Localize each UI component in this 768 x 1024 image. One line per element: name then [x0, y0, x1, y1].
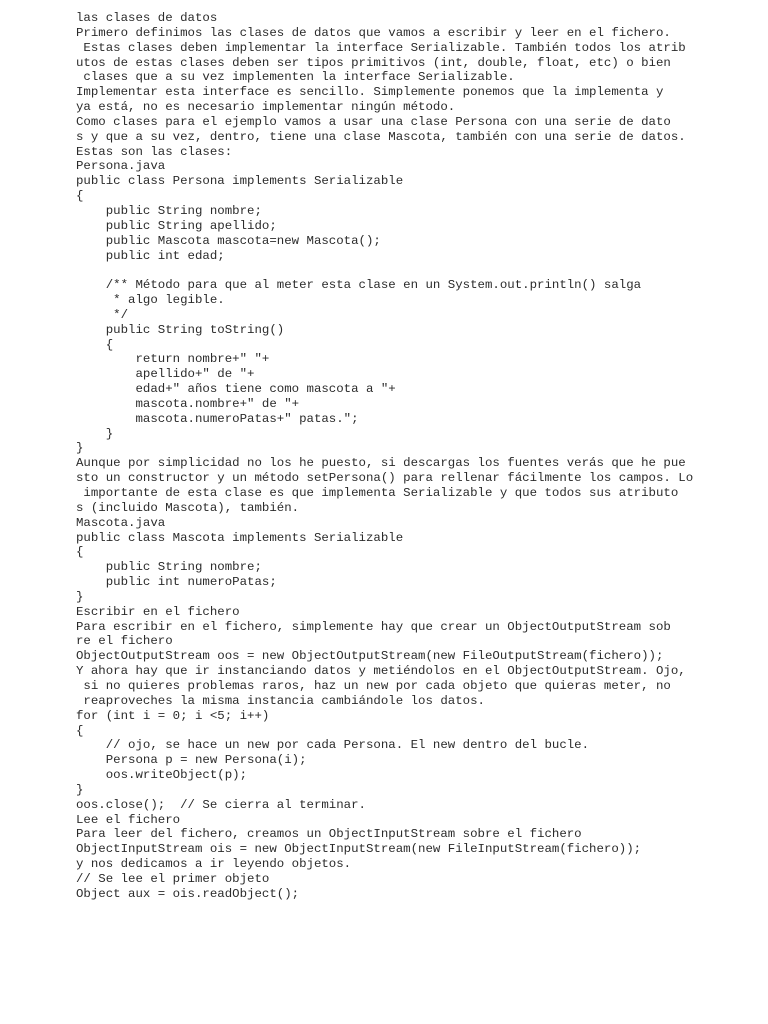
- text-line: }: [76, 782, 84, 797]
- text-line: ObjectOutputStream oos = new ObjectOutputStream(new FileOutputStream(fichero));: [76, 649, 664, 664]
- text-line: sto un constructor y un método setPersona() para rellenar fácilmente los campos. Lo: [76, 471, 694, 486]
- text-line: mascota.nombre+" de "+: [76, 396, 300, 411]
- text-line: {: [76, 189, 84, 204]
- text-line: }: [76, 589, 84, 604]
- document-body: [76, 11, 756, 902]
- text-line: */: [76, 307, 129, 322]
- text-line: public String nombre;: [76, 203, 262, 218]
- text-line: y nos dedicamos a ir leyendo objetos.: [76, 857, 352, 872]
- text-line: Para escribir en el fichero, simplemente hay que crear un ObjectOutputStream sob: [76, 619, 671, 634]
- text-line: }: [76, 426, 114, 441]
- text-line: ObjectInputStream ois = new ObjectInputStream(new FileInputStream(fichero));: [76, 842, 642, 857]
- text-line: {: [76, 545, 84, 560]
- text-line: /** Método para que al meter esta clase en un System.out.println() salga: [76, 278, 642, 293]
- text-line: Object aux = ois.readObject();: [76, 886, 300, 901]
- blank-line: [76, 263, 756, 278]
- text-line: }: [76, 441, 84, 456]
- text-line: Escribir en el fichero: [76, 604, 240, 619]
- text-line: Estas son las clases:: [76, 144, 233, 159]
- text-line: Para leer del fichero, creamos un ObjectInputStream sobre el fichero: [76, 827, 582, 842]
- text-line: re el fichero: [76, 634, 173, 649]
- text-line: reaproveches la misma instancia cambiándole los datos.: [76, 693, 485, 708]
- text-line: public String apellido;: [76, 218, 277, 233]
- text-line: public String toString(): [76, 322, 285, 337]
- text-line: public int edad;: [76, 248, 225, 263]
- text-line: public class Persona implements Serializable: [76, 174, 404, 189]
- text-line: public int numeroPatas;: [76, 575, 277, 590]
- text-line: mascota.numeroPatas+" patas.";: [76, 411, 359, 426]
- text-line: oos.writeObject(p);: [76, 768, 248, 783]
- text-line: Aunque por simplicidad no los he puesto, si descargas los fuentes verás que he pue: [76, 456, 686, 471]
- text-line: s y que a su vez, dentro, tiene una clase Mascota, también con una serie de datos.: [76, 129, 686, 144]
- text-line: {: [76, 723, 84, 738]
- text-line: edad+" años tiene como mascota a "+: [76, 382, 396, 397]
- text-line: si no quieres problemas raros, haz un new por cada objeto que quieras meter, no: [76, 678, 671, 693]
- text-line: importante de esta clase es que implementa Serializable y que todos sus atributo: [76, 486, 679, 500]
- text-line: public class Mascota implements Serializable: [76, 530, 404, 545]
- text-line: oos.close(); // Se cierra al terminar.: [76, 797, 366, 812]
- text-line: Mascota.java: [76, 515, 166, 530]
- text-line: clases que a su vez implementen la interface Serializable.: [76, 70, 515, 85]
- text-line: utos de estas clases deben ser tipos primitivos (int, double, float, etc) o bien: [76, 55, 671, 70]
- text-line: // Se lee el primer objeto: [76, 871, 270, 886]
- text-line: return nombre+" "+: [76, 352, 270, 367]
- text-line: Y ahora hay que ir instanciando datos y metiéndolos en el ObjectOutputStream. Ojo,: [76, 664, 686, 679]
- text-line: public Mascota mascota=new Mascota();: [76, 233, 381, 248]
- text-line: Persona.java: [76, 159, 166, 174]
- text-line: Estas clases deben implementar la interface Serializable. También todos los atrib: [76, 40, 686, 55]
- text-line: Como clases para el ejemplo vamos a usar una clase Persona con una serie de dato: [76, 114, 671, 129]
- text-line: apellido+" de "+: [76, 367, 255, 382]
- text-line: for (int i = 0; i <5; i++): [76, 708, 270, 723]
- text-line: Primero definimos las clases de datos que vamos a escribir y leer en el fichero.: [76, 25, 671, 40]
- text-line: Lee el fichero: [76, 812, 181, 827]
- text-line: * algo legible.: [76, 293, 225, 308]
- text-line: Persona p = new Persona(i);: [76, 753, 307, 768]
- text-line: // ojo, se hace un new por cada Persona. El new dentro del bucle.: [76, 738, 590, 753]
- text-line: ya está, no es necesario implementar ningún método.: [76, 100, 456, 115]
- text-line: Implementar esta interface es sencillo. Simplemente ponemos que la implementa y: [76, 85, 664, 100]
- text-line: public String nombre;: [76, 560, 262, 575]
- text-line: las clases de datos: [76, 11, 218, 25]
- text-line: s (incluido Mascota), también.: [76, 500, 300, 515]
- text-line: {: [76, 337, 114, 352]
